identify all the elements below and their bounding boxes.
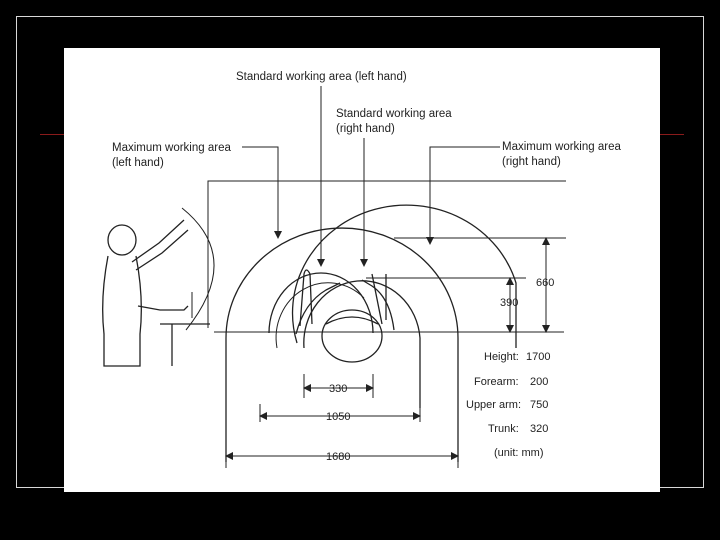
dim-330: 330 xyxy=(329,383,348,395)
side-view-person xyxy=(103,208,214,366)
leader-max-right xyxy=(430,147,500,244)
working-area-diagram xyxy=(64,48,660,492)
unit-note: (unit: mm) xyxy=(494,447,544,459)
label-max-left-line2: (left hand) xyxy=(112,157,164,169)
label-standard-right-line1: Standard working area xyxy=(336,108,452,120)
title-rule-left xyxy=(40,134,64,135)
label-max-left-line1: Maximum working area xyxy=(112,142,231,154)
label-max-right-line2: (right hand) xyxy=(502,156,561,168)
label-standard-right-line2: (right hand) xyxy=(336,123,395,135)
leader-max-left xyxy=(242,147,278,238)
std-area-inner-arc xyxy=(276,283,364,348)
spec-height-label: Height: xyxy=(484,351,519,363)
specs-list xyxy=(466,351,550,459)
dim-660: 660 xyxy=(536,277,555,289)
spec-forearm-label: Forearm: xyxy=(474,376,519,388)
spec-upperarm-value: 750 xyxy=(530,399,549,411)
spec-height-value: 1700 xyxy=(526,351,551,363)
spec-trunk-label: Trunk: xyxy=(488,423,519,435)
dim-1050: 1050 xyxy=(326,411,351,423)
std-area-right-arc xyxy=(304,281,420,408)
label-max-right-line1: Maximum working area xyxy=(502,141,621,153)
spec-forearm-value: 200 xyxy=(530,376,549,388)
label-standard-left: Standard working area (left hand) xyxy=(236,71,407,83)
dim-390: 390 xyxy=(500,297,519,309)
spec-trunk-value: 320 xyxy=(530,423,549,435)
max-area-left-arc xyxy=(226,228,458,462)
spec-upperarm-label: Upper arm: xyxy=(466,399,522,411)
std-area-left-arc xyxy=(269,273,373,333)
diagram-panel xyxy=(64,48,660,492)
title-rule-right xyxy=(660,134,684,135)
max-area-right-arc xyxy=(293,205,519,348)
dim-1680: 1680 xyxy=(326,451,351,463)
